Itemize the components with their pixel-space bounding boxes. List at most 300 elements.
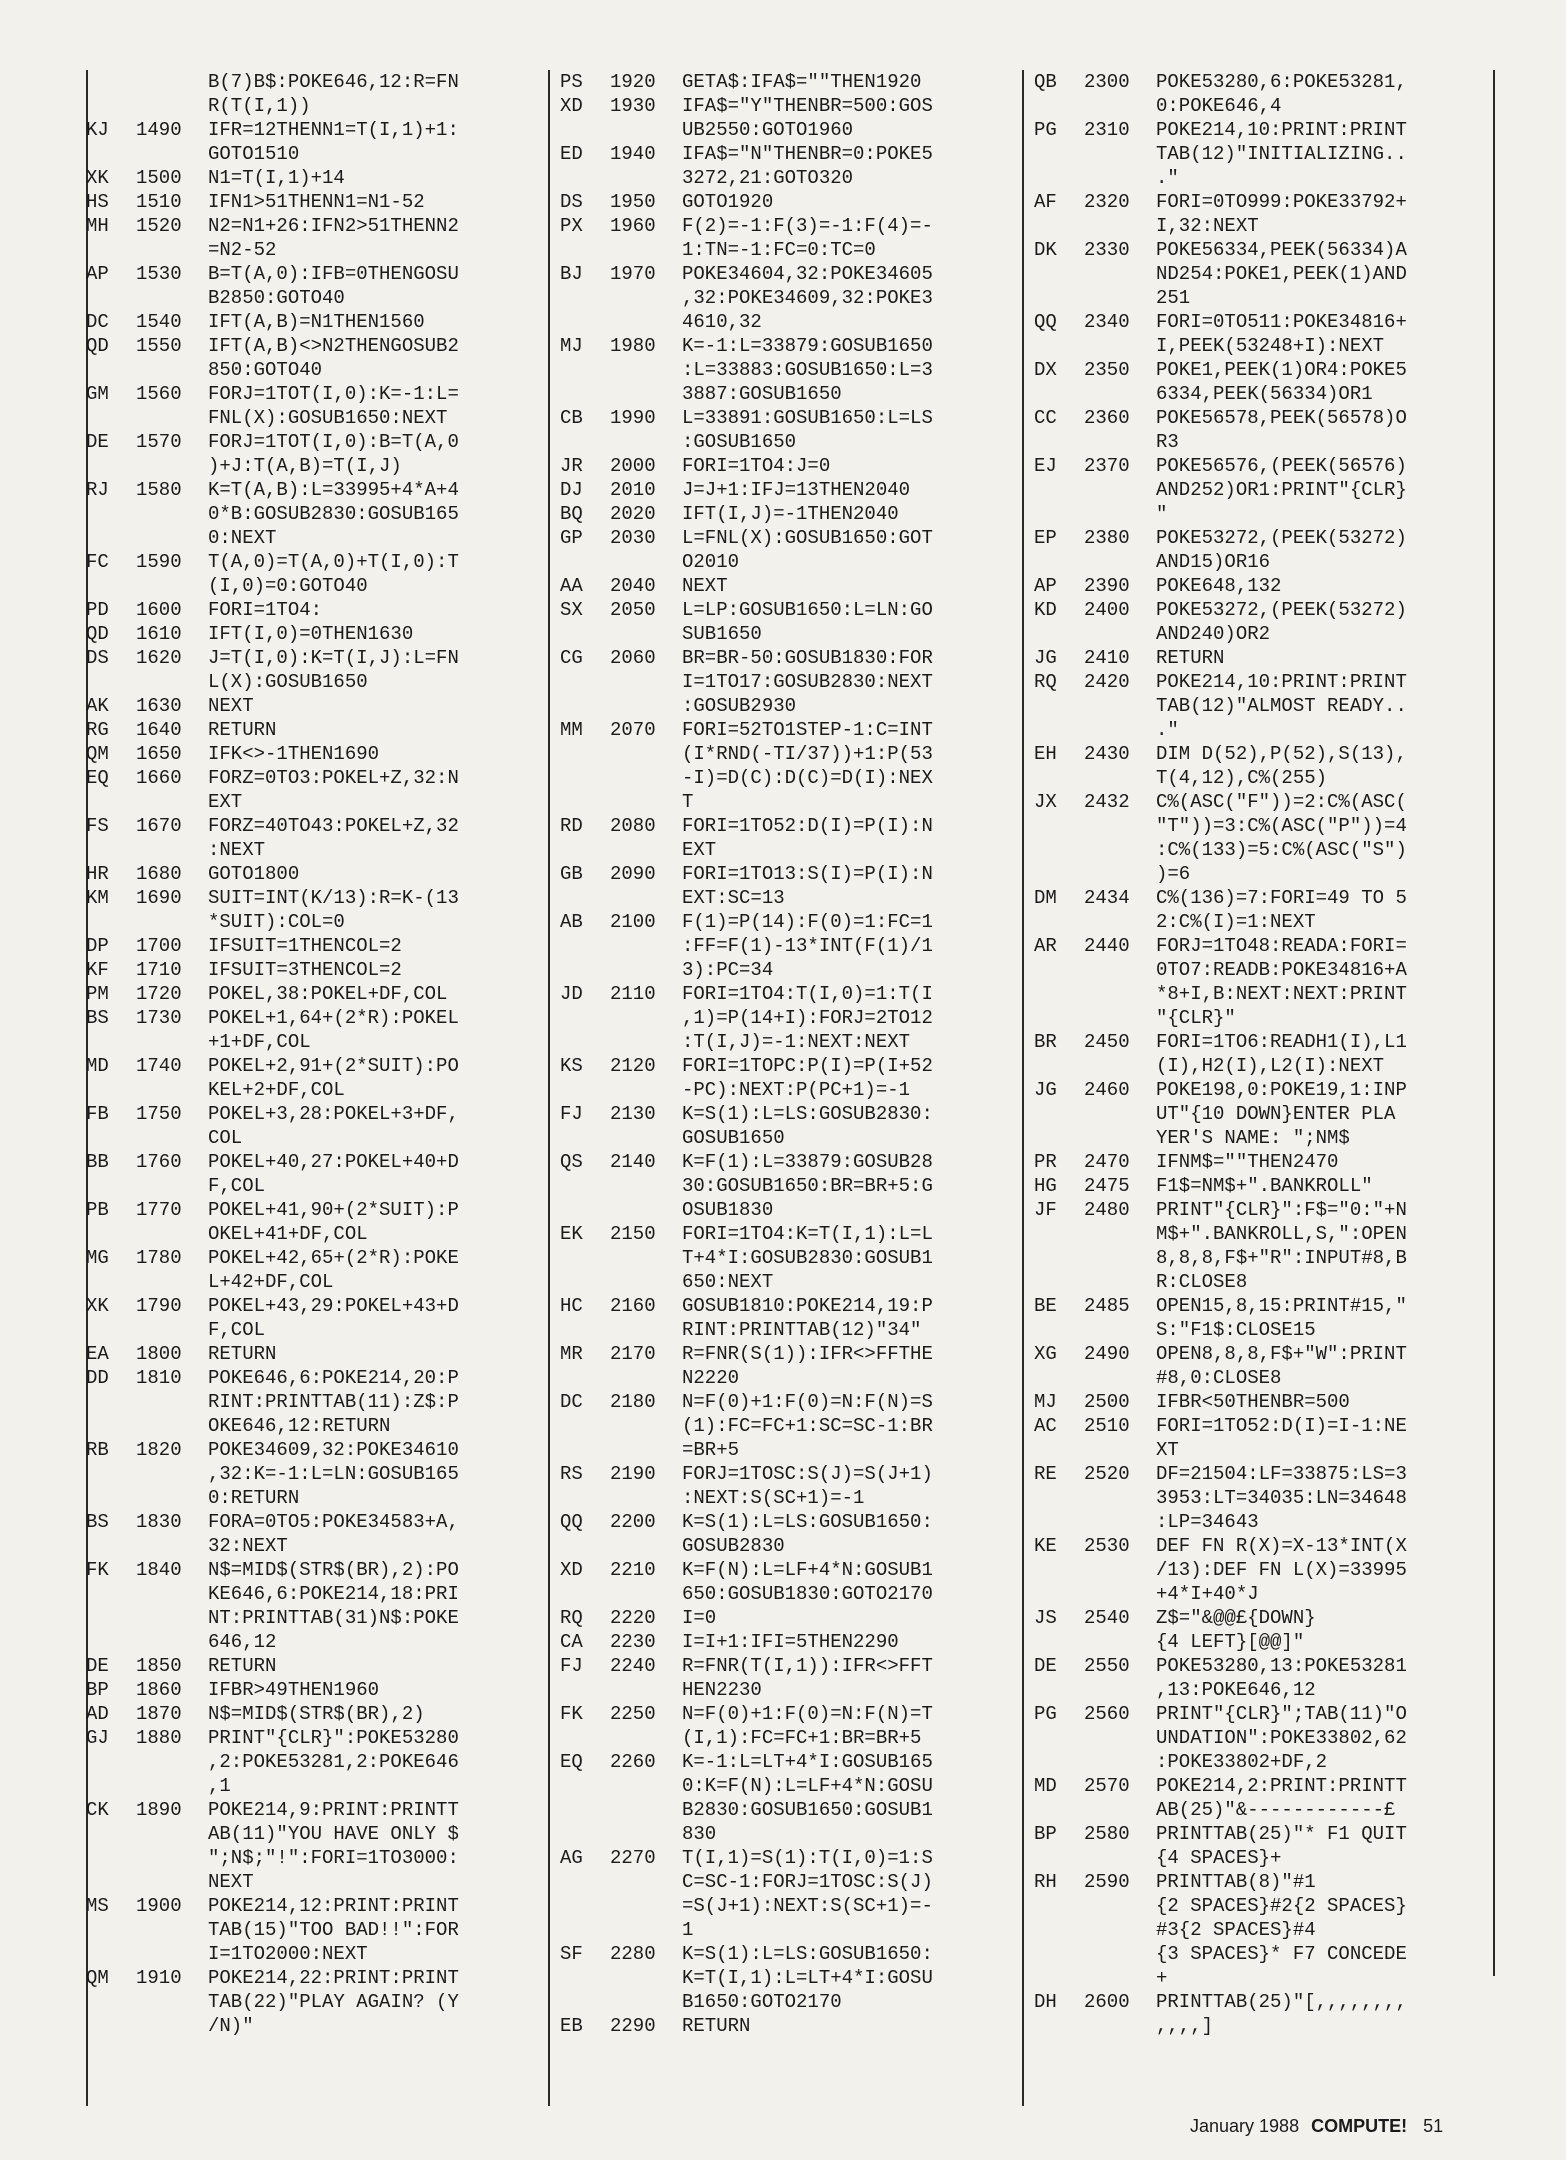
listing-line: [1034, 1774, 1496, 1798]
code-text: IFA$="Y"THENBR=500:GOS: [682, 95, 933, 117]
line-number: 1510: [136, 191, 182, 213]
checksum-code: FB: [86, 1103, 109, 1125]
listing-line: [560, 1990, 1018, 2014]
code-text: PRINT"{CLR}";TAB(11)"O: [1156, 1703, 1407, 1725]
listing-line: [560, 1366, 1018, 1390]
line-number: 2560: [1084, 1703, 1130, 1725]
checksum-code: RB: [86, 1439, 109, 1461]
listing-line: [560, 1558, 1018, 1582]
checksum-code: DD: [86, 1367, 109, 1389]
line-number: 2370: [1084, 455, 1130, 477]
listing-line: [560, 718, 1018, 742]
code-text: EXT:SC=13: [682, 887, 785, 909]
line-number: 2440: [1084, 935, 1130, 957]
code-text: IFBR<50THENBR=500: [1156, 1391, 1350, 1413]
code-text: ,1: [208, 1775, 231, 1797]
code-text: B1650:GOTO2170: [682, 1991, 842, 2013]
listing-line: [1034, 214, 1496, 238]
code-text: :GOSUB2930: [682, 695, 797, 717]
listing-line: [86, 1966, 538, 1990]
line-number: 1530: [136, 263, 182, 285]
code-text: ,13:POKE646,12: [1156, 1679, 1316, 1701]
listing-line: [560, 862, 1018, 886]
listing-line: [86, 1822, 538, 1846]
code-text: L=33891:GOSUB1650:L=LS: [682, 407, 933, 429]
listing-line: [86, 1294, 538, 1318]
code-text: IFNM$=""THEN2470: [1156, 1151, 1339, 1173]
listing-line: [1034, 1054, 1496, 1078]
line-number: 1810: [136, 1367, 182, 1389]
listing-column-3: [1034, 70, 1496, 2038]
code-text: FORI=1TO52:D(I)=P(I):N: [682, 815, 933, 837]
listing-line: [86, 1990, 538, 2014]
code-text: TAB(22)"PLAY AGAIN? (Y: [208, 1991, 459, 2013]
checksum-code: HS: [86, 191, 109, 213]
line-number: 2490: [1084, 1343, 1130, 1365]
checksum-code: RQ: [560, 1607, 583, 1629]
checksum-code: GJ: [86, 1727, 109, 1749]
listing-line: [1034, 790, 1496, 814]
code-text: IFBR>49THEN1960: [208, 1679, 380, 1701]
line-number: 1890: [136, 1799, 182, 1821]
checksum-code: RD: [560, 815, 583, 837]
line-number: 2600: [1084, 1991, 1130, 2013]
listing-line: [86, 910, 538, 934]
line-number: 2010: [610, 479, 656, 501]
checksum-code: BQ: [560, 503, 583, 525]
line-number: 2410: [1084, 647, 1130, 669]
line-number: 1820: [136, 1439, 182, 1461]
listing-line: [560, 1894, 1018, 1918]
line-number: 2200: [610, 1511, 656, 1533]
code-text: 1: [682, 1919, 694, 1941]
checksum-code: BE: [1034, 1295, 1057, 1317]
checksum-code: EQ: [560, 1751, 583, 1773]
listing-line: [1034, 982, 1496, 1006]
listing-line: [1034, 1366, 1496, 1390]
code-text: +: [1156, 1967, 1168, 1989]
line-number: 2140: [610, 1151, 656, 1173]
checksum-code: HC: [560, 1295, 583, 1317]
code-text: FORI=1TO6:READH1(I),L1: [1156, 1031, 1407, 1053]
line-number: 1550: [136, 335, 182, 357]
listing-line: [560, 1486, 1018, 1510]
line-number: 2030: [610, 527, 656, 549]
listing-line: [1034, 1966, 1496, 1990]
checksum-code: DE: [1034, 1655, 1057, 1677]
listing-line: [86, 454, 538, 478]
checksum-code: DP: [86, 935, 109, 957]
line-number: 2550: [1084, 1655, 1130, 1677]
listing-line: [1034, 646, 1496, 670]
code-text: EXT: [208, 791, 243, 813]
checksum-code: FK: [86, 1559, 109, 1581]
code-text: POKE214,12:PRINT:PRINT: [208, 1895, 459, 1917]
line-number: 2120: [610, 1055, 656, 1077]
code-text: POKE53280,13:POKE53281: [1156, 1655, 1407, 1677]
line-number: 1610: [136, 623, 182, 645]
checksum-code: HR: [86, 863, 109, 885]
listing-line: [86, 1918, 538, 1942]
listing-line: [86, 1342, 538, 1366]
line-number: 2150: [610, 1223, 656, 1245]
checksum-code: JX: [1034, 791, 1057, 813]
listing-line: [1034, 1798, 1496, 1822]
listing-line: [86, 1630, 538, 1654]
code-text: SUB1650: [682, 623, 762, 645]
code-text: IFT(I,J)=-1THEN2040: [682, 503, 899, 525]
code-text: FORI=1TO4:: [208, 599, 323, 621]
checksum-code: QD: [86, 335, 109, 357]
listing-line: [1034, 886, 1496, 910]
code-text: 2:C%(I)=1:NEXT: [1156, 911, 1316, 933]
line-number: 1520: [136, 215, 182, 237]
checksum-code: CC: [1034, 407, 1057, 429]
listing-line: [86, 1558, 538, 1582]
listing-line: [86, 1702, 538, 1726]
listing-line: [86, 1270, 538, 1294]
line-number: 2570: [1084, 1775, 1130, 1797]
line-number: 2270: [610, 1847, 656, 1869]
code-text: NEXT: [682, 575, 728, 597]
listing-line: [560, 622, 1018, 646]
checksum-code: PD: [86, 599, 109, 621]
line-number: 2520: [1084, 1463, 1130, 1485]
listing-line: [1034, 406, 1496, 430]
code-text: N=F(0)+1:F(0)=N:F(N)=T: [682, 1703, 933, 1725]
line-number: 2500: [1084, 1391, 1130, 1413]
code-text: 8,8,8,F$+"R":INPUT#8,B: [1156, 1247, 1407, 1269]
code-text: N2=N1+26:IFN2>51THENN2: [208, 215, 459, 237]
code-text: KE646,6:POKE214,18:PRI: [208, 1583, 459, 1605]
code-text: RETURN: [208, 1655, 277, 1677]
code-text: :LP=34643: [1156, 1511, 1259, 1533]
checksum-code: QQ: [560, 1511, 583, 1533]
listing-line: [1034, 1870, 1496, 1894]
checksum-code: FC: [86, 551, 109, 573]
code-text: FORI=0TO999:POKE33792+: [1156, 191, 1407, 213]
listing-line: [1034, 1582, 1496, 1606]
code-text: ,2:POKE53281,2:POKE646: [208, 1751, 459, 1773]
code-text: -I)=D(C):D(C)=D(I):NEX: [682, 767, 933, 789]
line-number: 2400: [1084, 599, 1130, 621]
line-number: 1540: [136, 311, 182, 333]
checksum-code: AD: [86, 1703, 109, 1725]
code-text: =BR+5: [682, 1439, 740, 1461]
listing-line: [1034, 1846, 1496, 1870]
line-number: 1980: [610, 335, 656, 357]
listing-line: [560, 1462, 1018, 1486]
code-text: SUIT=INT(K/13):R=K-(13: [208, 887, 459, 909]
checksum-code: MH: [86, 215, 109, 237]
checksum-code: MG: [86, 1247, 109, 1269]
code-text: N2220: [682, 1367, 740, 1389]
listing-line: [560, 1150, 1018, 1174]
checksum-code: JG: [1034, 647, 1057, 669]
code-text: FORI=52TO1STEP-1:C=INT: [682, 719, 933, 741]
code-text: F(2)=-1:F(3)=-1:F(4)=-: [682, 215, 933, 237]
code-text: #8,0:CLOSE8: [1156, 1367, 1282, 1389]
code-text: POKE53272,(PEEK(53272): [1156, 599, 1407, 621]
line-number: 1770: [136, 1199, 182, 1221]
listing-line: [560, 1870, 1018, 1894]
line-number: 1840: [136, 1559, 182, 1581]
checksum-code: BP: [86, 1679, 109, 1701]
footer-page-number: 51: [1423, 2116, 1444, 2136]
line-number: 1710: [136, 959, 182, 981]
line-number: 2530: [1084, 1535, 1130, 1557]
line-number: 1960: [610, 215, 656, 237]
listing-line: [86, 1510, 538, 1534]
listing-line: [86, 1774, 538, 1798]
code-text: K=-1:L=33879:GOSUB1650: [682, 335, 933, 357]
page-footer: [1190, 2116, 1443, 2137]
listing-line: [1034, 94, 1496, 118]
line-number: 2240: [610, 1655, 656, 1677]
code-text: IFT(A,B)=N1THEN1560: [208, 311, 425, 333]
code-text: B2830:GOSUB1650:GOSUB1: [682, 1799, 933, 1821]
code-text: 251: [1156, 287, 1191, 309]
line-number: 2220: [610, 1607, 656, 1629]
checksum-code: AK: [86, 695, 109, 717]
listing-line: [1034, 1630, 1496, 1654]
code-text: 3272,21:GOTO320: [682, 167, 854, 189]
column-divider-1: [548, 70, 550, 2106]
listing-line: [86, 94, 538, 118]
listing-line: [1034, 262, 1496, 286]
listing-line: [560, 1030, 1018, 1054]
code-text: UNDATION":POKE33802,62: [1156, 1727, 1407, 1749]
listing-line: [560, 1846, 1018, 1870]
line-number: 1670: [136, 815, 182, 837]
code-text: 4610,32: [682, 311, 762, 333]
line-number: 2470: [1084, 1151, 1130, 1173]
line-number: 2434: [1084, 887, 1130, 909]
listing-line: [86, 838, 538, 862]
listing-line: [560, 646, 1018, 670]
code-text: POKE34609,32:POKE34610: [208, 1439, 459, 1461]
line-number: 1950: [610, 191, 656, 213]
code-text: GOTO1920: [682, 191, 774, 213]
code-text: 3887:GOSUB1650: [682, 383, 842, 405]
line-number: 2350: [1084, 359, 1130, 381]
listing-line: [86, 574, 538, 598]
line-number: 1620: [136, 647, 182, 669]
code-text: TAB(12)"ALMOST READY..: [1156, 695, 1407, 717]
listing-line: [86, 1390, 538, 1414]
code-text: IFSUIT=1THENCOL=2: [208, 935, 402, 957]
line-number: 2100: [610, 911, 656, 933]
code-text: FORA=0TO5:POKE34583+A,: [208, 1511, 459, 1533]
code-text: NT:PRINTTAB(31)N$:POKE: [208, 1607, 459, 1629]
checksum-code: FJ: [560, 1655, 583, 1677]
code-text: K=S(1):L=LS:GOSUB1650:: [682, 1943, 933, 1965]
checksum-code: SF: [560, 1943, 583, 1965]
code-text: Z$="&@@£{DOWN}: [1156, 1607, 1316, 1629]
listing-line: [86, 1534, 538, 1558]
code-text: {4 SPACES}+: [1156, 1847, 1282, 1869]
listing-line: [86, 622, 538, 646]
listing-line: [1034, 1654, 1496, 1678]
listing-line: [1034, 1294, 1496, 1318]
code-text: C=SC-1:FORJ=1TOSC:S(J): [682, 1871, 933, 1893]
listing-line: [1034, 118, 1496, 142]
listing-line: [1034, 1822, 1496, 1846]
code-text: DF=21504:LF=33875:LS=3: [1156, 1463, 1407, 1485]
listing-line: [1034, 1510, 1496, 1534]
code-text: I=I+1:IFI=5THEN2290: [682, 1631, 899, 1653]
checksum-code: DX: [1034, 359, 1057, 381]
code-text: POKEL+40,27:POKEL+40+D: [208, 1151, 459, 1173]
code-text: POKE214,10:PRINT:PRINT: [1156, 119, 1407, 141]
listing-line: [86, 310, 538, 334]
code-text: 1:TN=-1:FC=0:TC=0: [682, 239, 876, 261]
code-text: )+J:T(A,B)=T(I,J): [208, 455, 402, 477]
checksum-code: FK: [560, 1703, 583, 1725]
line-number: 1560: [136, 383, 182, 405]
checksum-code: RJ: [86, 479, 109, 501]
code-text: T+4*I:GOSUB2830:GOSUB1: [682, 1247, 933, 1269]
listing-line: [560, 1702, 1018, 1726]
checksum-code: RS: [560, 1463, 583, 1485]
line-number: 2000: [610, 455, 656, 477]
listing-line: [86, 694, 538, 718]
checksum-code: CA: [560, 1631, 583, 1653]
code-text: :L=33883:GOSUB1650:L=3: [682, 359, 933, 381]
code-text: *8+I,B:NEXT:NEXT:PRINT: [1156, 983, 1407, 1005]
listing-line: [86, 358, 538, 382]
listing-line: [1034, 1990, 1496, 2014]
listing-line: [560, 2014, 1018, 2038]
code-text: 3953:LT=34035:LN=34648: [1156, 1487, 1407, 1509]
code-text: /N)": [208, 2015, 254, 2037]
line-number: 2300: [1084, 71, 1130, 93]
listing-line: [1034, 814, 1496, 838]
listing-line: [86, 1102, 538, 1126]
line-number: 1720: [136, 983, 182, 1005]
listing-line: [560, 1798, 1018, 1822]
listing-line: [1034, 238, 1496, 262]
listing-line: [560, 934, 1018, 958]
code-text: OSUB1830: [682, 1199, 774, 1221]
listing-line: [86, 1174, 538, 1198]
code-text: IFT(I,0)=0THEN1630: [208, 623, 414, 645]
line-number: 1570: [136, 431, 182, 453]
code-text: K=F(N):L=LF+4*N:GOSUB1: [682, 1559, 933, 1581]
code-text: OKE646,12:RETURN: [208, 1415, 391, 1437]
listing-line: [1034, 1342, 1496, 1366]
code-text: IFSUIT=3THENCOL=2: [208, 959, 402, 981]
checksum-code: EH: [1034, 743, 1057, 765]
listing-line: [1034, 166, 1496, 190]
line-number: 1930: [610, 95, 656, 117]
listing-line: [1034, 598, 1496, 622]
code-text: POKE214,10:PRINT:PRINT: [1156, 671, 1407, 693]
listing-line: [86, 1942, 538, 1966]
code-text: (I,0)=0:GOTO40: [208, 575, 368, 597]
listing-line: [86, 430, 538, 454]
code-text: OPEN8,8,8,F$+"W":PRINT: [1156, 1343, 1407, 1365]
listing-line: [560, 1918, 1018, 1942]
checksum-code: PG: [1034, 119, 1057, 141]
code-text: L+42+DF,COL: [208, 1271, 334, 1293]
listing-line: [560, 1774, 1018, 1798]
listing-line: [86, 526, 538, 550]
listing-line: [86, 790, 538, 814]
listing-line: [560, 1054, 1018, 1078]
checksum-code: BP: [1034, 1823, 1057, 1845]
checksum-code: AG: [560, 1847, 583, 1869]
listing-line: [86, 1894, 538, 1918]
checksum-code: DS: [560, 191, 583, 213]
code-text: 0*B:GOSUB2830:GOSUB165: [208, 503, 459, 525]
listing-line: [86, 1150, 538, 1174]
checksum-code: CK: [86, 1799, 109, 1821]
listing-line: [1034, 718, 1496, 742]
listing-line: [1034, 766, 1496, 790]
listing-line: [86, 1846, 538, 1870]
code-text: L=LP:GOSUB1650:L=LN:GO: [682, 599, 933, 621]
line-number: 2475: [1084, 1175, 1130, 1197]
line-number: 2380: [1084, 527, 1130, 549]
code-text: FORJ=1TOT(I,0):B=T(A,0: [208, 431, 459, 453]
listing-line: [560, 238, 1018, 262]
code-text: FORI=1TO4:T(I,0)=1:T(I: [682, 983, 933, 1005]
listing-line: [86, 334, 538, 358]
code-text: ": [1156, 503, 1168, 525]
checksum-code: RE: [1034, 1463, 1057, 1485]
line-number: 1970: [610, 263, 656, 285]
code-text: +4*I+40*J: [1156, 1583, 1259, 1605]
code-text: UB2550:GOTO1960: [682, 119, 854, 141]
code-text: GETA$:IFA$=""THEN1920: [682, 71, 922, 93]
checksum-code: DE: [86, 431, 109, 453]
line-number: 1900: [136, 1895, 182, 1917]
line-number: 2170: [610, 1343, 656, 1365]
code-text: N1=T(I,1)+14: [208, 167, 345, 189]
checksum-code: AA: [560, 575, 583, 597]
code-text: C%(ASC("F"))=2:C%(ASC(: [1156, 791, 1407, 813]
listing-line: [560, 1414, 1018, 1438]
checksum-code: KJ: [86, 119, 109, 141]
line-number: 2090: [610, 863, 656, 885]
code-text: O2010: [682, 551, 740, 573]
listing-line: [560, 814, 1018, 838]
line-number: 2460: [1084, 1079, 1130, 1101]
checksum-code: PM: [86, 983, 109, 1005]
checksum-code: CG: [560, 647, 583, 669]
code-text: T(I,1)=S(1):T(I,0)=1:S: [682, 1847, 933, 1869]
code-text: "{CLR}": [1156, 1007, 1236, 1029]
code-text: N=F(0)+1:F(0)=N:F(N)=S: [682, 1391, 933, 1413]
checksum-code: QB: [1034, 71, 1057, 93]
code-text: POKEL+43,29:POKEL+43+D: [208, 1295, 459, 1317]
code-text: AB(25)"&------------£: [1156, 1799, 1396, 1821]
listing-line: [86, 718, 538, 742]
listing-line: [86, 598, 538, 622]
listing-line: [1034, 310, 1496, 334]
listing-line: [560, 1198, 1018, 1222]
checksum-code: PB: [86, 1199, 109, 1221]
listing-line: [1034, 286, 1496, 310]
code-text: #3{2 SPACES}#4: [1156, 1919, 1316, 1941]
listing-line: [1034, 358, 1496, 382]
code-text: FORI=1TO52:D(I)=I-1:NE: [1156, 1415, 1407, 1437]
checksum-code: AP: [1034, 575, 1057, 597]
line-number: 2540: [1084, 1607, 1130, 1629]
code-text: POKE198,0:POKE19,1:INP: [1156, 1079, 1407, 1101]
listing-line: [560, 166, 1018, 190]
